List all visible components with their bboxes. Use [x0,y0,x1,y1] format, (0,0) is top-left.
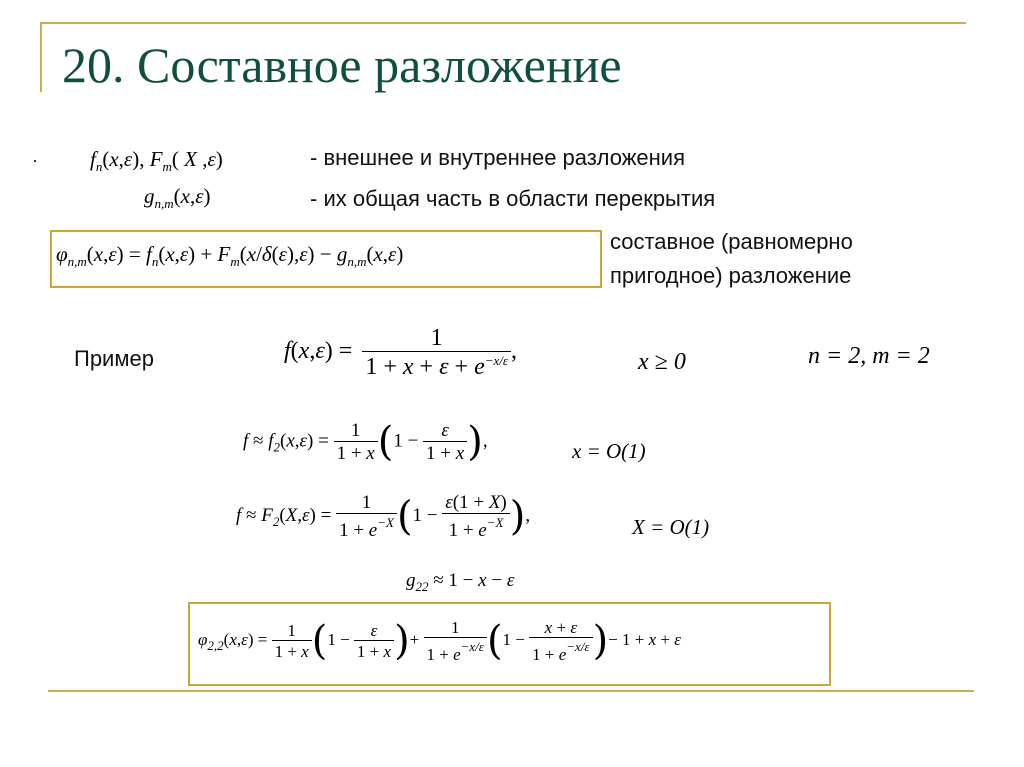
inner-expansion: $f \approx F_2(X,\varepsilon)$ = $\frac{1}{1 + e^{-X}}$ (1 − $\frac{\varepsilon(1 + X)}{1 + e^{-X}}$ ), [236,492,531,541]
left-rule [40,22,42,92]
common-part-description: - их общая часть в области перекрытия [310,186,716,211]
overlap-expression: $g_{22} \approx 1 - x - \varepsilon$ [406,570,515,594]
final-composite-formula: $\varphi_{2,2}(x,\varepsilon)$ = $\frac{1}{1 + x}$ (1 − $\frac{\varepsilon}{1 + x}$ )+ $\frac{1}{1 + e^{-x/\varepsilon}}$ (1 − $\frac{x + \varepsilon}{1 + e^{-x/\varepsilon}}$ )− 1 + x + ε [198,618,681,664]
outer-expansion: $f \approx f_2(x,\varepsilon)$ = $\frac{1}{1 + x}$ (1 − $\frac{\varepsilon}{1 + x}$ ), [243,419,488,465]
page-title: 20. Составное разложение [62,37,622,93]
bullet-marker: · [32,150,38,170]
bottom-rule [48,690,974,692]
composite-description-line2: пригодное) разложение [610,263,852,288]
example-label: Пример [74,346,154,371]
example-function: f(x,ε) = $\frac{1}{1 + x + \varepsilon + e^{-x/\varepsilon}}$ , [284,325,518,380]
outer-inner-description: - внешнее и внутреннее разложения [310,145,685,170]
order-condition: n = 2, m = 2 [808,343,930,369]
expansions-formula: $f_n(x,\varepsilon)$, $F_m$( X ,ε) [90,147,223,174]
composite-formula: $\varphi_{n,m}(x,\varepsilon) = f_n(x,\varepsilon) + F_m(x/\delta(\varepsilon),\varepsilon) - g_{n,m}(x,\varepsilon)$ [56,242,404,269]
domain-condition: x ≥ 0 [638,349,686,375]
top-rule [40,22,966,24]
composite-description-line1: составное (равномерно [610,229,853,254]
outer-order-condition: x = O(1) [572,439,646,463]
inner-order-condition: X = O(1) [632,515,710,539]
overlap-formula: $g_{n,m}(x,\varepsilon)$ [144,184,211,211]
